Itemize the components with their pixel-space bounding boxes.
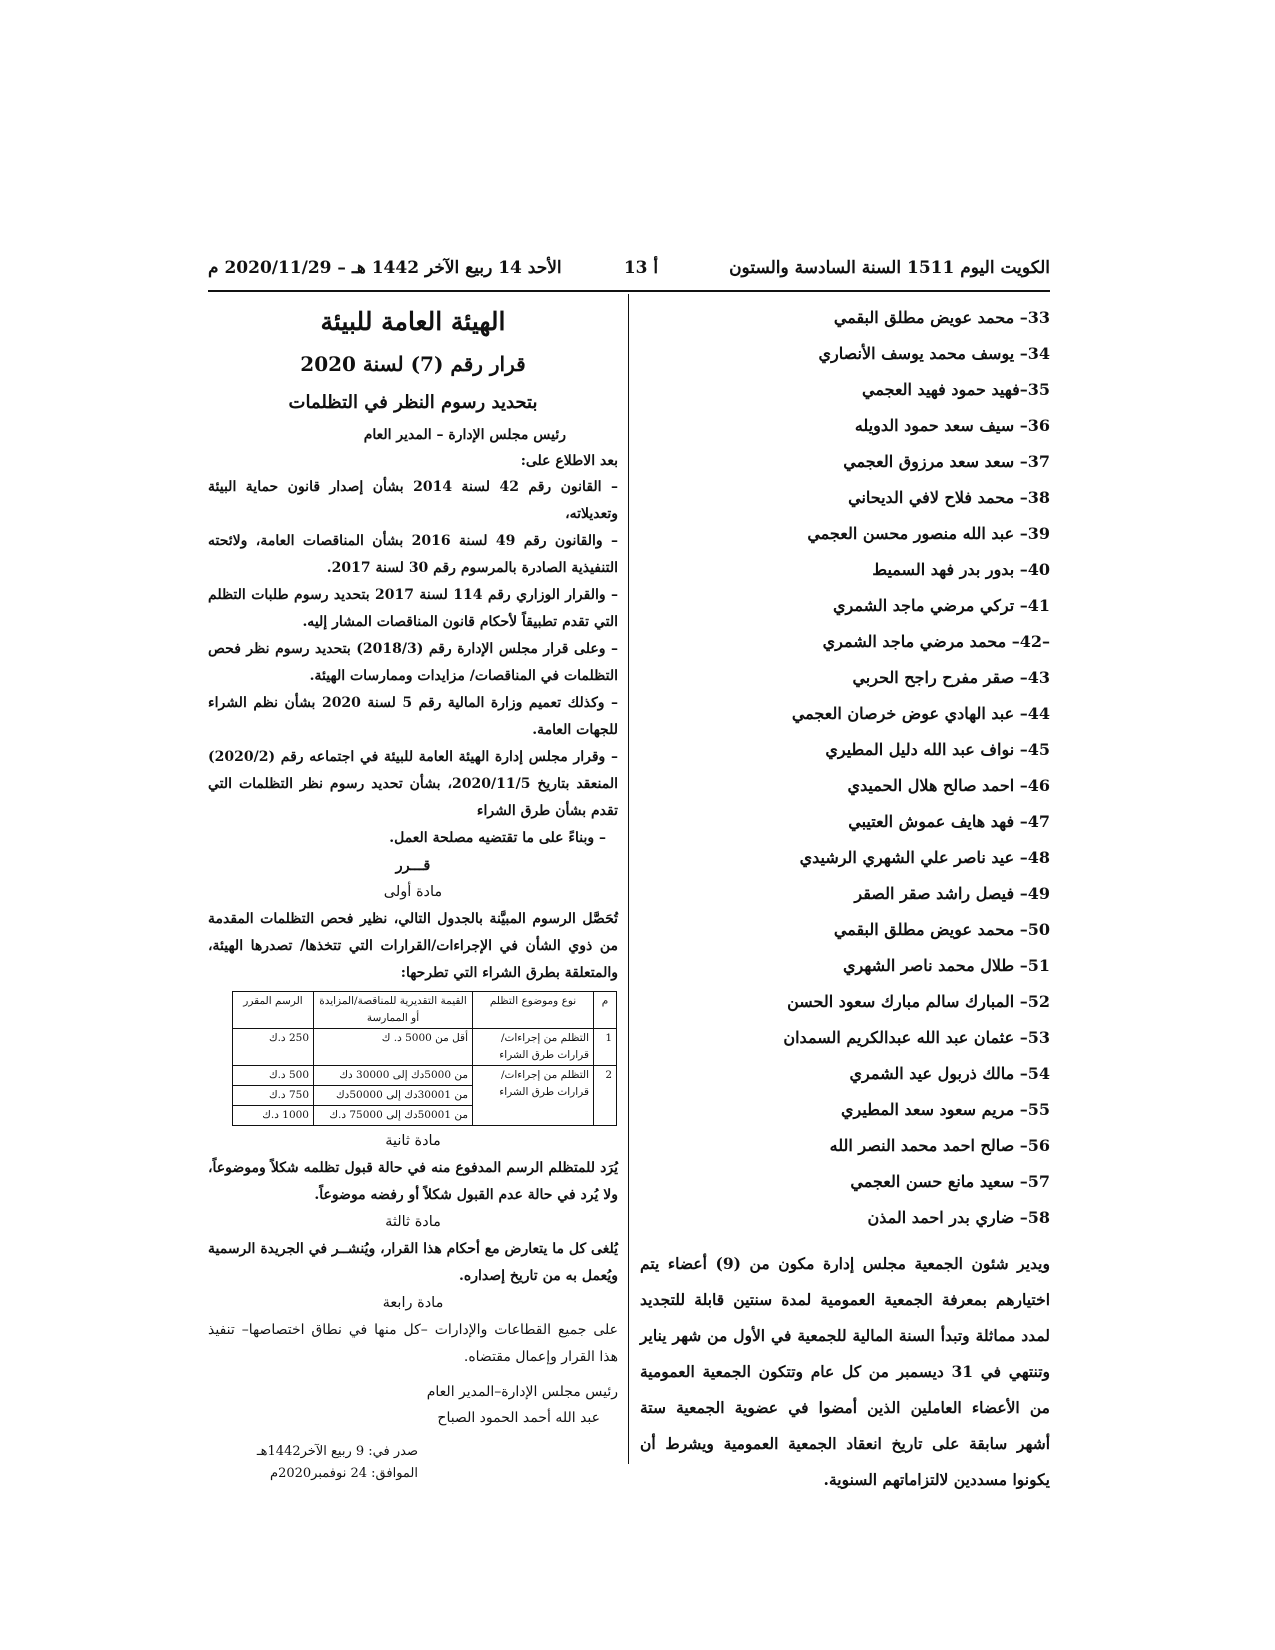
preamble-item: – وبناءً على ما تقتضيه مصلحة العمل. — [389, 830, 606, 846]
fees-table — [232, 991, 617, 1126]
list-item: 49– فيصل راشد صقر الصقر — [854, 884, 1050, 903]
table-cell-value: من 5000دك إلى 30000 دك — [314, 1066, 473, 1086]
right-column — [640, 300, 1050, 1514]
table-row — [233, 1066, 617, 1086]
table-row — [233, 1029, 617, 1066]
table-header-num: م — [594, 992, 617, 1029]
preamble-item: – والقرار الوزاري رقم 114 لسنة 2017 بتحديد رسوم طلبات التظلم التي تقدم تطبيقاً لأحكام قانون المناقصات المشار إليه. — [208, 587, 619, 630]
table-header-fee: الرسم المقرر — [233, 992, 314, 1029]
table-cell-type: التظلم من إجراءات/قرارات طرق الشراء — [473, 1029, 594, 1066]
table-cell-fee: 500 د.ك — [233, 1066, 314, 1086]
list-item: –42– محمد مرضي ماجد الشمري — [822, 632, 1050, 651]
list-item: 50– محمد عويض مطلق البقمي — [833, 920, 1050, 939]
list-item: 56– صالح احمد محمد النصر الله — [829, 1136, 1050, 1155]
preamble-item: – والقانون رقم 49 لسنة 2016 بشأن المناقصات العامة، ولائحته التنفيذية الصادرة بالمرسوم رقم 30 لسنة 2017. — [208, 533, 618, 576]
header-rule — [208, 290, 1050, 292]
table-cell-type: التظلم من إجراءات/قرارات طرق الشراء — [473, 1066, 594, 1126]
article-2-title: مادة ثانية — [385, 1133, 441, 1149]
list-item: 34– يوسف محمد يوسف الأنصاري — [818, 344, 1050, 363]
table-cell-num: 2 — [594, 1066, 617, 1126]
signature-block — [208, 1379, 618, 1431]
table-cell-fee: 250 د.ك — [233, 1029, 314, 1066]
list-item: 44– عبد الهادي عوض خرصان العجمي — [791, 704, 1050, 723]
decision-subject: بتحديد رسوم النظر في التظلمات — [288, 392, 538, 413]
decided-heading: قـــرر — [395, 857, 431, 874]
article-3-text: يُلغى كل ما يتعارض مع أحكام هذا القرار، ويُنشــر في الجريدة الرسمية ويُعمل به من تاريخ إصداره. — [208, 1241, 618, 1284]
article-3-title: مادة ثالثة — [385, 1214, 441, 1230]
decision-number: قرار رقم (7) لسنة 2020 — [300, 352, 526, 376]
table-cell-value: من 50001دك إلى 75000 د.ك — [314, 1106, 473, 1126]
list-item: 52– المبارك سالم مبارك سعود الحسن — [787, 992, 1050, 1011]
header-date: الأحد 14 ربيع الآخر 1442 هـ – 2020/11/29 م — [208, 258, 562, 278]
article-4-title: مادة رابعة — [382, 1295, 444, 1311]
signature-name: عبد الله أحمد الحمود الصباح — [437, 1410, 600, 1426]
table-header-value: القيمة التقديرية للمناقصة/المزايدة أو الممارسة — [314, 992, 473, 1029]
table-cell-value: أقل من 5000 د. ك — [314, 1029, 473, 1066]
members-list — [640, 300, 1050, 1236]
list-item: 45– نواف عبد الله دليل المطيري — [825, 740, 1050, 759]
article-1-text: تُحَصَّل الرسوم المبيَّنة بالجدول التالي، نظير فحص التظلمات المقدمة من ذوي الشأن في الإجراءات/القرارات التي تتخذها/ تصدرها الهيئة، والمتعلقة بطرق الشراء التي تطرحها: — [208, 911, 618, 981]
preamble-item: – القانون رقم 42 لسنة 2014 بشأن إصدار قانون حماية البيئة وتعديلاته، — [208, 479, 619, 522]
table-cell-fee: 1000 د.ك — [233, 1106, 314, 1126]
list-item: 35–فهيد حمود فهيد العجمي — [862, 380, 1050, 399]
header-page-number: أ 13 — [623, 258, 659, 278]
signature-title: رئيس مجلس الإدارة–المدير العام — [426, 1384, 618, 1400]
column-divider — [628, 294, 629, 1464]
list-item: 36– سيف سعد حمود الدويله — [854, 416, 1050, 435]
chairman-line: رئيس مجلس الإدارة – المدير العام — [363, 427, 566, 443]
list-item: 48– عيد ناصر علي الشهري الرشيدي — [799, 848, 1050, 867]
table-cell-fee: 750 د.ك — [233, 1086, 314, 1106]
list-item: 41– تركي مرضي ماجد الشمري — [832, 596, 1050, 615]
article-2-text: يُرَد للمتظلم الرسم المدفوع منه في حالة قبول تظلمه شكلاً وموضوعاً، ولا يُرد في حالة عدم القبول شكلاً أو رفضه موضوعاً. — [208, 1160, 618, 1203]
list-item: 47– فهد هايف عموش العتيبي — [848, 812, 1050, 831]
issued-hijri: صدر في: 9 ربيع الآخر1442هـ — [256, 1444, 418, 1459]
header-issue: الكويت اليوم 1511 السنة السادسة والستون — [729, 258, 1050, 278]
table-cell-value: من 30001دك إلى 50000دك — [314, 1086, 473, 1106]
list-item: 38– محمد فلاح لافي الديحاني — [848, 488, 1050, 507]
table-header-row — [233, 992, 617, 1029]
issue-date-block — [208, 1441, 618, 1485]
authority-title: الهيئة العامة للبيئة — [320, 307, 506, 336]
list-item: 57– سعيد مانع حسن العجمي — [850, 1172, 1050, 1191]
board-paragraph: ويدير شئون الجمعية مجلس إدارة مكون من (9) أعضاء يتم اختيارهم بمعرفة الجمعية العمومية لمدة سنتين قابلة للتجديد لمدد مماثلة وتبدأ السنة المالية للجمعية في الأول من شهر يناير وتنتهي في 31 ديسمبر من كل عام وتتكون الجمعية العمومية من الأعضاء العاملين الذين أمضوا في عضوية الجمعية ستة أشهر سابقة على تاريخ انعقاد الجمعية العمومية ويشرط أن يكونوا مسددين لالتزاماتهم السنوية. — [640, 1254, 1050, 1489]
issued-gregorian: الموافق: 24 نوفمبر2020م — [270, 1466, 418, 1481]
page-header — [208, 258, 1050, 288]
article-1-title: مادة أولى — [383, 884, 443, 900]
preamble-item: – وكذلك تعميم وزارة المالية رقم 5 لسنة 2020 بشأن نظم الشراء للجهات العامة. — [208, 695, 618, 738]
list-item: 33– محمد عويض مطلق البقمي — [833, 308, 1050, 327]
article-4-text: على جميع القطاعات والإدارات –كل منها في نطاق اختصاصها– تنفيذ هذا القرار وإعمال مقتضاه. — [208, 1322, 618, 1365]
list-item: 53– عثمان عبد الله عبدالكريم السمدان — [783, 1028, 1050, 1047]
list-item: 55– مريم سعود سعد المطيري — [841, 1100, 1050, 1119]
preamble-item: – وعلى قرار مجلس الإدارة رقم (2018/3) بتحديد رسوم نظر فحص التظلمات في المناقصات/ مزايدات وممارسات الهيئة. — [208, 641, 618, 684]
list-item: 54– مالك ذربول عيد الشمري — [849, 1064, 1050, 1083]
table-cell-num: 1 — [594, 1029, 617, 1066]
list-item: 51– طلال محمد ناصر الشهري — [842, 956, 1050, 975]
after-review-line: بعد الاطلاع على: — [520, 453, 618, 469]
list-item: 40– بدور بدر فهد السميط — [872, 560, 1050, 579]
list-item: 37– سعد سعد مرزوق العجمي — [843, 452, 1050, 471]
list-item: 46– احمد صالح هلال الحميدي — [847, 776, 1050, 795]
left-column — [208, 300, 618, 1485]
list-item: 43– صقر مفرح راجح الحربي — [852, 668, 1050, 687]
list-item: 58– ضاري بدر احمد المذن — [867, 1208, 1050, 1227]
table-header-type: نوع وموضوع التظلم — [473, 992, 594, 1029]
list-item: 39– عبد الله منصور محسن العجمي — [807, 524, 1050, 543]
preamble-item: – وقرار مجلس إدارة الهيئة العامة للبيئة في اجتماعه رقم (2020/2) المنعقد بتاريخ 2020/11/5، بشأن تحديد رسوم نظر التظلمات التي تقدم بشأن طرق الشراء — [208, 749, 618, 819]
